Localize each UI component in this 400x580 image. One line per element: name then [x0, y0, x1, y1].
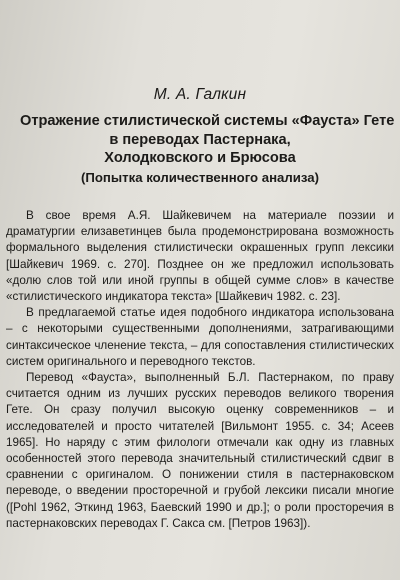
title-line: в переводах Пастернака,	[109, 131, 291, 148]
paragraph: В предлагаемой статье идея подобного индикатора использована – с некоторыми существенными дополнениями, затрагивающими синтаксическое членение текста, – для сопоставления стилистических систем оригинального и переводного текстов.	[6, 306, 394, 368]
article-subtitle: (Попытка количественного анализа)	[81, 169, 319, 185]
article-body	[6, 208, 394, 532]
title-line: Холодковского и Брюсова	[104, 150, 296, 167]
author-name: М. А. Галкин	[153, 86, 247, 103]
paragraph: Перевод «Фауста», выполненный Б.Л. Пастернаком, по праву считается одним из лучших русских переводов великого творения Гете. Он сразу получил высокую оценку современников – и исследователей и просто читателей [Вильмонт 1955. с. 34; Асеев 1965]. Но наряду с этим филологи отмечали как одну из главных особенностей этого перевода значительный стилистический сдвиг в сравнении с оригиналом. О понижении стиля в пастернаковском переводе, о введении просторечной и грубой лексики писали многие ([Pohl 1962, Эткинд 1963, Баевский 1990 и др.]; о роли просторечия в пастернаковских переводах Г. Сакса см. [Петров 1963]).	[6, 371, 394, 530]
title-line: Отражение стилистической системы «Фауста» Гете	[20, 113, 395, 129]
article-title	[20, 112, 395, 186]
paragraph: В свое время А.Я. Шайкевичем на материале поэзии и драматургии елизаветинцев была продемонстрирована возможность формального выделения стилистически окрашенных групп лексики [Шайкевич 1969. с. 270]. Позднее он же предложил использовать «долю слов той или иной группы в общей сумме слов» в качестве «стилистического индикатора текста» [Шайкевич 1982. с. 23].	[6, 209, 394, 304]
